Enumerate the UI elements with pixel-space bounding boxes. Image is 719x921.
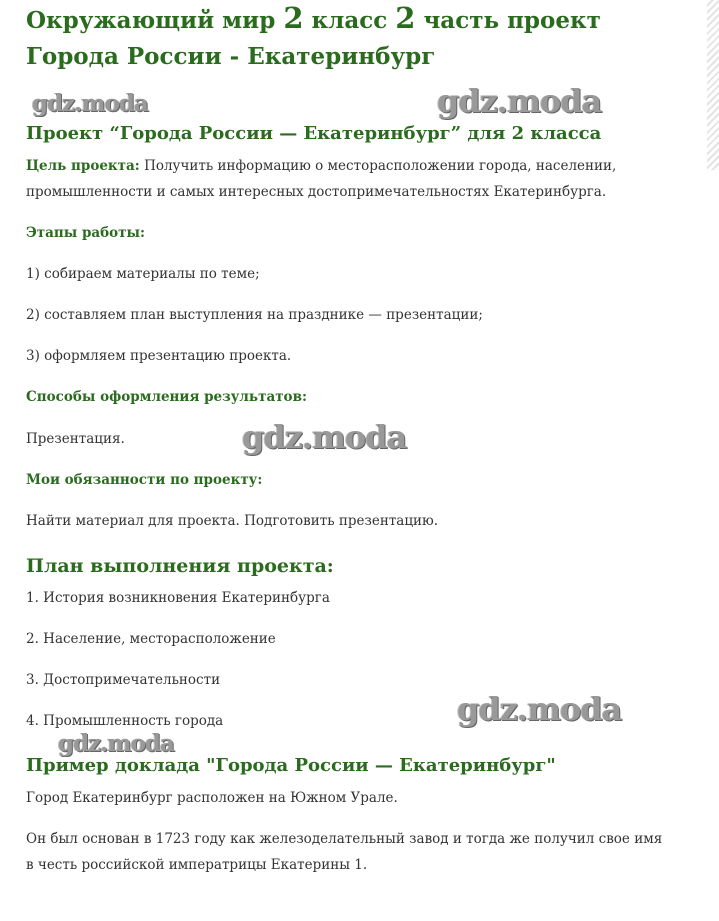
stage-item-1: 1) собираем материалы по теме; xyxy=(26,266,260,282)
results-text: Презентация. xyxy=(26,431,125,447)
watermark-3: gdz.moda xyxy=(242,418,407,456)
plan-item-3: 3. Достопримечательности xyxy=(26,672,221,688)
duties-label: Мои обязанности по проекту: xyxy=(26,472,263,488)
edge-decoration xyxy=(707,0,719,170)
report-paragraph-1: Город Екатеринбург расположен на Южном Урале. xyxy=(26,790,398,806)
plan-item-1: 1. История возникновения Екатеринбурга xyxy=(26,590,330,606)
plan-item-4: 4. Промышленность города xyxy=(26,713,224,729)
duties-text: Найти материал для проекта. Подготовить презентацию. xyxy=(26,513,439,529)
goal-paragraph xyxy=(26,153,666,205)
project-heading: Проект “Города России — Екатеринбург” для 2 класса xyxy=(26,123,602,144)
page-title: Окружающий мир 2 класс 2 часть проект Города России - Екатеринбург xyxy=(26,1,601,70)
watermark-1: gdz.moda xyxy=(32,90,148,117)
stage-item-2: 2) составляем план выступления на празднике — презентации; xyxy=(26,307,483,323)
plan-item-2: 2. Население, месторасположение xyxy=(26,631,276,647)
goal-label: Цель проекта: xyxy=(26,158,140,174)
plan-heading: План выполнения проекта: xyxy=(26,555,334,577)
report-paragraph-2: Он был основан в 1723 году как железоделательный завод и тогда же получил свое имя в честь российской императрицы Екатерины 1. xyxy=(26,831,663,873)
report-heading: Пример доклада "Города России — Екатеринбург" xyxy=(26,755,556,776)
goal-text: Получить информацию о месторасположении города, населении, промышленности и самых интересных достопримечательностях Екатеринбурга. xyxy=(26,158,617,200)
stage-item-3: 3) оформляем презентацию проекта. xyxy=(26,348,292,364)
results-label: Способы оформления результатов: xyxy=(26,389,307,405)
watermark-4: gdz.moda xyxy=(457,690,622,728)
watermark-5: gdz.moda xyxy=(58,730,174,757)
watermark-2: gdz.moda xyxy=(437,82,602,120)
stages-label: Этапы работы: xyxy=(26,225,146,241)
